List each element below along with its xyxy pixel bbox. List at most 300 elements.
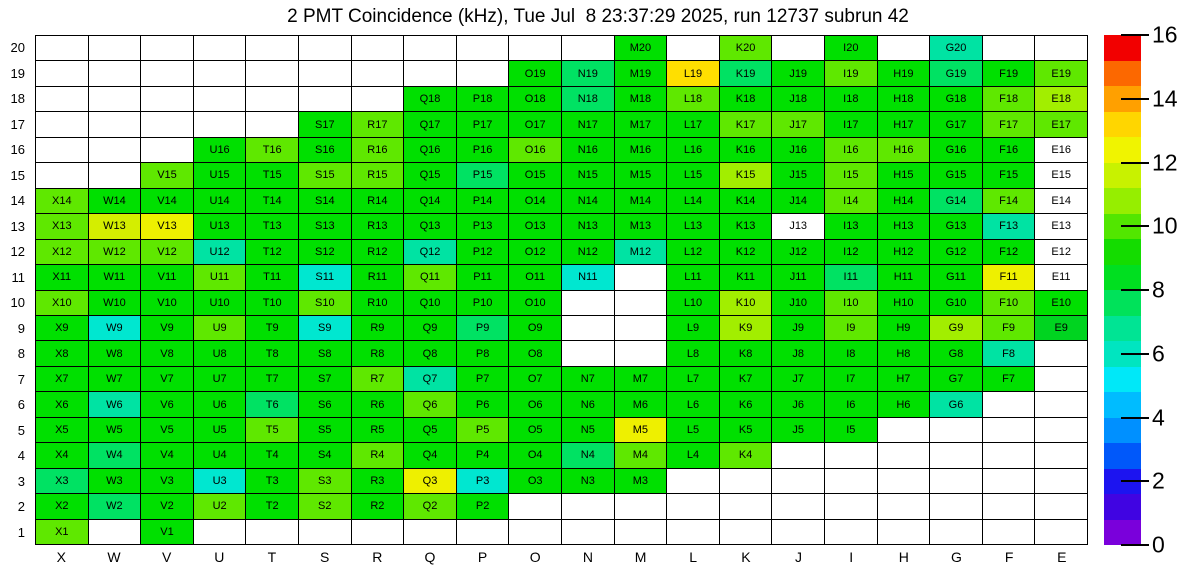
heatmap-cell: F7 [983,367,1035,391]
x-axis-label: V [161,549,172,565]
heatmap-cell: J8 [772,341,824,365]
x-axis-label: K [741,549,751,565]
heatmap-cell: I7 [825,367,877,391]
heatmap-cell: J14 [772,189,824,213]
colorbar-segment [1104,239,1141,265]
heatmap-cell: I19 [825,61,877,85]
heatmap-cell: L6 [667,392,719,416]
heatmap-cell: N5 [562,418,614,442]
heatmap-cell: R16 [352,138,404,162]
heatmap-cell: U4 [194,443,246,467]
colorbar-segment [1104,418,1141,444]
y-axis-label: 2 [17,499,25,515]
heatmap-cell: F16 [983,138,1035,162]
empty-cell [930,469,982,493]
heatmap-cell: H12 [878,240,930,264]
x-axis-label: H [898,549,909,565]
heatmap-cell: U12 [194,240,246,264]
heatmap-cell: L7 [667,367,719,391]
heatmap-cell: G6 [930,392,982,416]
heatmap-cell: X7 [36,367,88,391]
heatmap-cell: S10 [299,291,351,315]
heatmap-cell: T16 [246,138,298,162]
empty-cell [720,469,772,493]
colorbar-tick-label: 16 [1152,21,1178,48]
heatmap-cell: W11 [89,265,141,289]
empty-cell [825,469,877,493]
heatmap-cell: U7 [194,367,246,391]
empty-cell [1035,36,1087,60]
heatmap-cell: F14 [983,189,1035,213]
empty-cell [352,61,404,85]
heatmap-cell: N16 [562,138,614,162]
colorbar-tick [1121,162,1149,164]
heatmap-cell: X2 [36,494,88,518]
heatmap-cell: H6 [878,392,930,416]
heatmap-cell: R4 [352,443,404,467]
y-axis-label: 19 [10,65,25,81]
empty-cell [194,36,246,60]
empty-cell [930,520,982,544]
empty-cell [194,61,246,85]
heatmap-cell: S17 [299,112,351,136]
heatmap-cell: P14 [457,189,509,213]
heatmap-cell: P10 [457,291,509,315]
empty-cell [246,520,298,544]
empty-cell [141,112,193,136]
x-axis-label: X [56,549,66,565]
heatmap-cell: Q7 [404,367,456,391]
heatmap-cell: J10 [772,291,824,315]
heatmap-cell: N7 [562,367,614,391]
y-axis-label: 6 [17,397,25,413]
empty-cell [1035,341,1087,365]
heatmap-cell: O4 [509,443,561,467]
heatmap-cell: U2 [194,494,246,518]
empty-cell [825,520,877,544]
empty-cell [194,112,246,136]
heatmap-cell: V13 [141,214,193,238]
heatmap-cell: F8 [983,341,1035,365]
heatmap-cell: S8 [299,341,351,365]
heatmap-cell: M6 [615,392,667,416]
heatmap-cell: W2 [89,494,141,518]
heatmap-cell: P6 [457,392,509,416]
heatmap-cell: P16 [457,138,509,162]
heatmap-cell: U14 [194,189,246,213]
empty-cell [983,36,1035,60]
heatmap-cell: I16 [825,138,877,162]
chart-title: 2 PMT Coincidence (kHz), Tue Jul 8 23:37:29 2025, run 12737 subrun 42 [287,6,909,27]
heatmap-cell: R13 [352,214,404,238]
heatmap-cell: G18 [930,87,982,111]
heatmap-cell: V4 [141,443,193,467]
colorbar-tick-label: 0 [1152,531,1165,558]
empty-cell [299,61,351,85]
heatmap-cell: O8 [509,341,561,365]
heatmap-cell: V1 [141,520,193,544]
heatmap-cell: I17 [825,112,877,136]
empty-cell [720,520,772,544]
heatmap-cell: M12 [615,240,667,264]
heatmap-cell: P11 [457,265,509,289]
heatmap-cell: S15 [299,163,351,187]
x-axis-label: W [107,549,121,565]
heatmap-cell: V7 [141,367,193,391]
empty-cell [194,520,246,544]
heatmap-cell: G9 [930,316,982,340]
heatmap-cell: K8 [720,341,772,365]
colorbar-tick [1121,417,1149,419]
empty-cell [246,87,298,111]
heatmap-cell: S12 [299,240,351,264]
heatmap-cell: G7 [930,367,982,391]
empty-cell [89,87,141,111]
heatmap-cell: W14 [89,189,141,213]
empty-cell [562,316,614,340]
x-axis-label: L [689,549,698,565]
heatmap-cell: L19 [667,61,719,85]
heatmap-cell: K5 [720,418,772,442]
heatmap-cell: U16 [194,138,246,162]
heatmap-cell: P5 [457,418,509,442]
x-axis-labels [35,547,1088,567]
heatmap-cell: F10 [983,291,1035,315]
heatmap-cell: I20 [825,36,877,60]
heatmap-cell: Q3 [404,469,456,493]
colorbar-tick-label: 14 [1152,85,1178,112]
colorbar-tick-label: 12 [1152,149,1178,175]
empty-cell [1035,367,1087,391]
empty-cell [194,87,246,111]
empty-cell [615,341,667,365]
heatmap-cell: O11 [509,265,561,289]
heatmap-cell: Q4 [404,443,456,467]
heatmap-cell: O12 [509,240,561,264]
heatmap-cell: E13 [1035,214,1087,238]
x-axis-label: E [1057,549,1067,565]
heatmap-cell: O15 [509,163,561,187]
x-axis-label: U [214,549,225,565]
empty-cell [983,418,1035,442]
heatmap-cell: N15 [562,163,614,187]
empty-cell [930,443,982,467]
heatmap-cell: V15 [141,163,193,187]
heatmap-cell: L17 [667,112,719,136]
heatmap-cell: K13 [720,214,772,238]
colorbar-segment [1104,367,1141,393]
heatmap-cell: I13 [825,214,877,238]
heatmap-cell: O19 [509,61,561,85]
heatmap-cell: J6 [772,392,824,416]
heatmap-cell: L12 [667,240,719,264]
y-axis-label: 20 [10,40,25,56]
heatmap-cell: O16 [509,138,561,162]
heatmap-cell: F15 [983,163,1035,187]
heatmap-cell: N3 [562,469,614,493]
y-axis-label: 17 [10,116,25,132]
colorbar-segment [1104,61,1141,87]
heatmap-cell: R2 [352,494,404,518]
heatmap-cell: M5 [615,418,667,442]
heatmap-cell: P8 [457,341,509,365]
empty-cell [667,469,719,493]
heatmap-cell: N6 [562,392,614,416]
heatmap-cell: Q13 [404,214,456,238]
empty-cell [930,418,982,442]
heatmap-cell: E12 [1035,240,1087,264]
empty-cell [772,36,824,60]
empty-cell [246,61,298,85]
heatmap-cell: M17 [615,112,667,136]
heatmap-cell: X3 [36,469,88,493]
colorbar-segment [1104,290,1141,316]
y-axis-label: 9 [17,320,25,336]
heatmap-cell: G11 [930,265,982,289]
colorbar-tick [1121,34,1149,36]
empty-cell [562,341,614,365]
heatmap-cell: Q8 [404,341,456,365]
x-axis-label: G [951,549,962,565]
heatmap-cell: P12 [457,240,509,264]
empty-cell [89,112,141,136]
heatmap-cell: W6 [89,392,141,416]
y-axis-labels [0,35,31,545]
heatmap-cell: M7 [615,367,667,391]
empty-cell [615,291,667,315]
heatmap-cell: T10 [246,291,298,315]
empty-cell [562,520,614,544]
heatmap-cell: J13 [772,214,824,238]
empty-cell [89,36,141,60]
empty-cell [772,494,824,518]
heatmap-cell: I10 [825,291,877,315]
colorbar-segment [1104,443,1141,469]
colorbar-tick [1121,225,1149,227]
heatmap-cell: G16 [930,138,982,162]
heatmap-cell: X13 [36,214,88,238]
heatmap-cell: S6 [299,392,351,416]
empty-cell [141,36,193,60]
heatmap-cell: N18 [562,87,614,111]
heatmap-cell: W8 [89,341,141,365]
heatmap-cell: Q12 [404,240,456,264]
y-axis-label: 5 [17,422,25,438]
heatmap-cell: N12 [562,240,614,264]
empty-cell [509,36,561,60]
heatmap-cell: N19 [562,61,614,85]
empty-cell [352,87,404,111]
empty-cell [1035,443,1087,467]
empty-cell [667,520,719,544]
heatmap-cell: G10 [930,291,982,315]
heatmap-cell: J15 [772,163,824,187]
heatmap-cell: H14 [878,189,930,213]
heatmap-cell: F13 [983,214,1035,238]
heatmap-cell: M3 [615,469,667,493]
heatmap-cell: T4 [246,443,298,467]
empty-cell [36,112,88,136]
heatmap-cell: M20 [615,36,667,60]
heatmap-grid [35,35,1088,545]
empty-cell [141,87,193,111]
heatmap-cell: X10 [36,291,88,315]
heatmap-cell: S2 [299,494,351,518]
heatmap-cell: L5 [667,418,719,442]
heatmap-cell: K14 [720,189,772,213]
empty-cell [89,520,141,544]
heatmap-cell: L13 [667,214,719,238]
heatmap-cell: J5 [772,418,824,442]
heatmap-cell: R17 [352,112,404,136]
empty-cell [1035,418,1087,442]
heatmap-cell: F9 [983,316,1035,340]
empty-cell [404,520,456,544]
heatmap-cell: R6 [352,392,404,416]
heatmap-cell: F11 [983,265,1035,289]
heatmap-cell: P9 [457,316,509,340]
heatmap-cell: H15 [878,163,930,187]
colorbar-tick-label: 4 [1152,404,1165,430]
heatmap-cell: Q6 [404,392,456,416]
empty-cell [36,61,88,85]
heatmap-cell: L11 [667,265,719,289]
heatmap-cell: F18 [983,87,1035,111]
heatmap-cell: J17 [772,112,824,136]
colorbar-tick-label: 2 [1152,467,1165,494]
heatmap-cell: K16 [720,138,772,162]
heatmap-cell: P7 [457,367,509,391]
heatmap-cell: M13 [615,214,667,238]
heatmap-cell: T9 [246,316,298,340]
heatmap-cell: U9 [194,316,246,340]
heatmap-cell: K9 [720,316,772,340]
heatmap-cell: W7 [89,367,141,391]
heatmap-cell: U13 [194,214,246,238]
x-axis-label: N [582,549,593,565]
heatmap-cell: H18 [878,87,930,111]
heatmap-cell: U6 [194,392,246,416]
empty-cell [615,265,667,289]
heatmap-cell: J7 [772,367,824,391]
heatmap-cell: J12 [772,240,824,264]
heatmap-cell: I12 [825,240,877,264]
x-axis-label: J [795,549,803,565]
x-axis-label: P [477,549,488,565]
heatmap-cell: T12 [246,240,298,264]
heatmap-cell: T2 [246,494,298,518]
heatmap-cell: M18 [615,87,667,111]
heatmap-cell: G13 [930,214,982,238]
y-axis-label: 15 [10,167,25,183]
heatmap-cell: H7 [878,367,930,391]
heatmap-cell: W12 [89,240,141,264]
heatmap-cell: U5 [194,418,246,442]
heatmap-cell: K18 [720,87,772,111]
colorbar-segment [1104,137,1141,163]
empty-cell [983,443,1035,467]
heatmap-cell: X1 [36,520,88,544]
heatmap-cell: H19 [878,61,930,85]
heatmap-cell: R9 [352,316,404,340]
heatmap-cell: U10 [194,291,246,315]
heatmap-cell: R5 [352,418,404,442]
heatmap-cell: L10 [667,291,719,315]
empty-cell [1035,520,1087,544]
empty-cell [667,494,719,518]
heatmap-cell: S11 [299,265,351,289]
heatmap-cell: T11 [246,265,298,289]
empty-cell [825,443,877,467]
heatmap-cell: P15 [457,163,509,187]
empty-cell [36,138,88,162]
heatmap-cell: S14 [299,189,351,213]
y-axis-label: 14 [10,193,25,209]
colorbar-tick-label: 6 [1152,340,1165,367]
heatmap-cell: X5 [36,418,88,442]
heatmap-cell: E10 [1035,291,1087,315]
y-axis-label: 16 [10,142,25,158]
empty-cell [457,36,509,60]
heatmap-cell: N14 [562,189,614,213]
heatmap-cell: I18 [825,87,877,111]
colorbar-segment [1104,494,1141,520]
heatmap-cell: U8 [194,341,246,365]
colorbar-segment [1104,392,1141,418]
heatmap-cell: G14 [930,189,982,213]
x-axis-label: F [1004,549,1014,565]
colorbar-segment [1104,520,1141,546]
heatmap-cell: J16 [772,138,824,162]
heatmap-cell: F12 [983,240,1035,264]
empty-cell [1035,494,1087,518]
colorbar-segment [1104,265,1141,291]
heatmap-cell: P3 [457,469,509,493]
empty-cell [509,520,561,544]
heatmap-cell: Q5 [404,418,456,442]
heatmap-cell: I5 [825,418,877,442]
heatmap-cell: V3 [141,469,193,493]
heatmap-cell: R7 [352,367,404,391]
empty-cell [299,87,351,111]
heatmap-cell: N13 [562,214,614,238]
heatmap-cell: M16 [615,138,667,162]
heatmap-cell: H16 [878,138,930,162]
colorbar-tick-label: 8 [1152,276,1165,303]
empty-cell [246,36,298,60]
empty-cell [562,291,614,315]
heatmap-cell: K20 [720,36,772,60]
heatmap-cell: G12 [930,240,982,264]
heatmap-cell: S7 [299,367,351,391]
colorbar-tick [1121,98,1149,100]
empty-cell [772,443,824,467]
heatmap-cell: I14 [825,189,877,213]
heatmap-cell: R11 [352,265,404,289]
empty-cell [878,469,930,493]
heatmap-cell: T15 [246,163,298,187]
heatmap-cell: E14 [1035,189,1087,213]
heatmap-cell: H8 [878,341,930,365]
empty-cell [878,418,930,442]
empty-cell [89,61,141,85]
heatmap-cell: N17 [562,112,614,136]
heatmap-cell: X9 [36,316,88,340]
heatmap-cell: P13 [457,214,509,238]
heatmap-cell: W4 [89,443,141,467]
heatmap-cell: Q11 [404,265,456,289]
heatmap-cell: P18 [457,87,509,111]
